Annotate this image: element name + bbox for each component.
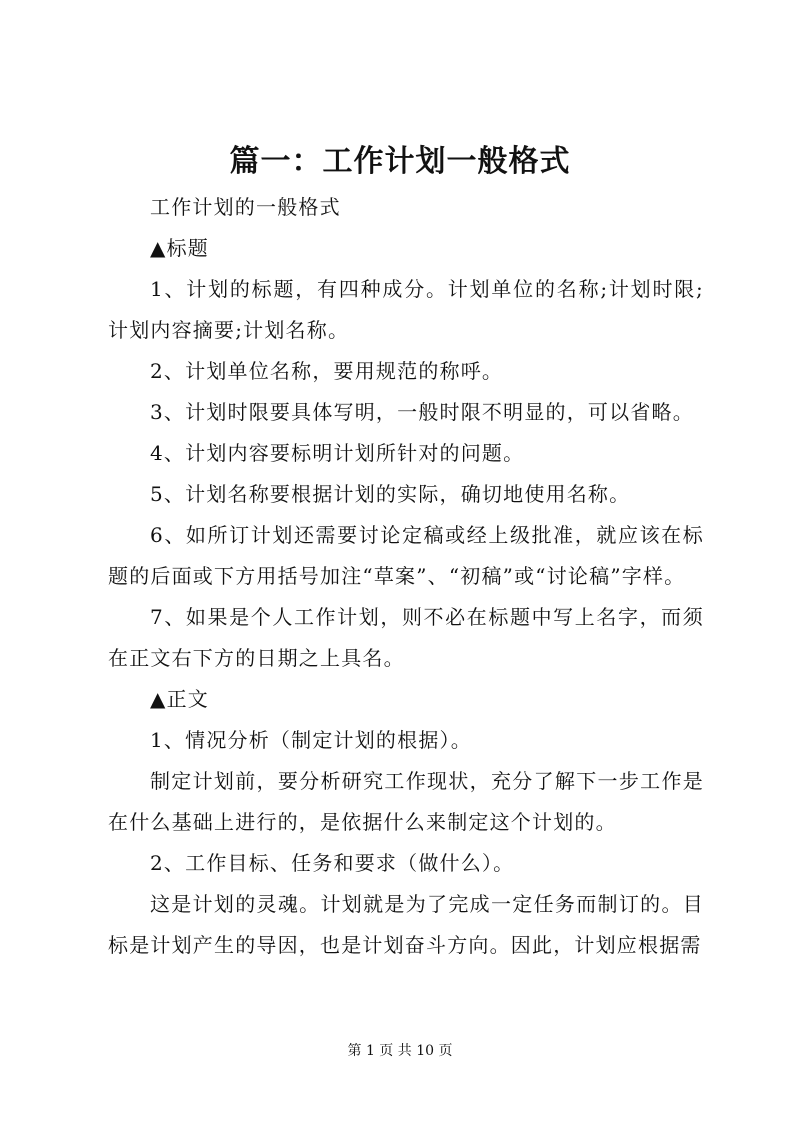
section-heading: ▲标题 <box>150 236 209 260</box>
paragraph: 5、计划名称要根据计划的实际，确切地使用名称。 <box>150 482 631 506</box>
paragraph: 1、情况分析（制定计划的根据）。 <box>150 728 472 752</box>
section-heading: ▲正文 <box>150 687 209 711</box>
paragraph: 2、计划单位名称，要用规范的称呼。 <box>150 359 504 383</box>
paragraph: 3、计划时限要具体写明，一般时限不明显的，可以省略。 <box>150 400 694 424</box>
document-title: 篇一：工作计划一般格式 <box>229 144 571 179</box>
paragraph: 6、如所订计划还需要讨论定稿或经上级批准，就应该在标题的后面或下方用括号加注“草案”、“初稿”或“讨论稿”字样。 <box>108 523 704 588</box>
document-body <box>108 187 704 966</box>
paragraph: 制定计划前，要分析研究工作现状，充分了解下一步工作是在什么基础上进行的，是依据什么来制定这个计划的。 <box>108 769 704 834</box>
page-footer: 第 1 页 共 10 页 <box>347 1043 453 1059</box>
paragraph: 1、计划的标题，有四种成分。计划单位的名称;计划时限;计划内容摘要;计划名称。 <box>108 277 704 342</box>
paragraph: 7、如果是个人工作计划，则不必在标题中写上名字，而须在正文右下方的日期之上具名。 <box>108 605 704 670</box>
paragraph: 4、计划内容要标明计划所针对的问题。 <box>150 441 525 465</box>
paragraph: 2、工作目标、任务和要求（做什么）。 <box>150 851 515 875</box>
paragraph: 工作计划的一般格式 <box>150 195 341 219</box>
paragraph: 这是计划的灵魂。计划就是为了完成一定任务而制订的。目标是计划产生的导因，也是计划奋斗方向。因此，计划应根据需 <box>108 892 704 957</box>
